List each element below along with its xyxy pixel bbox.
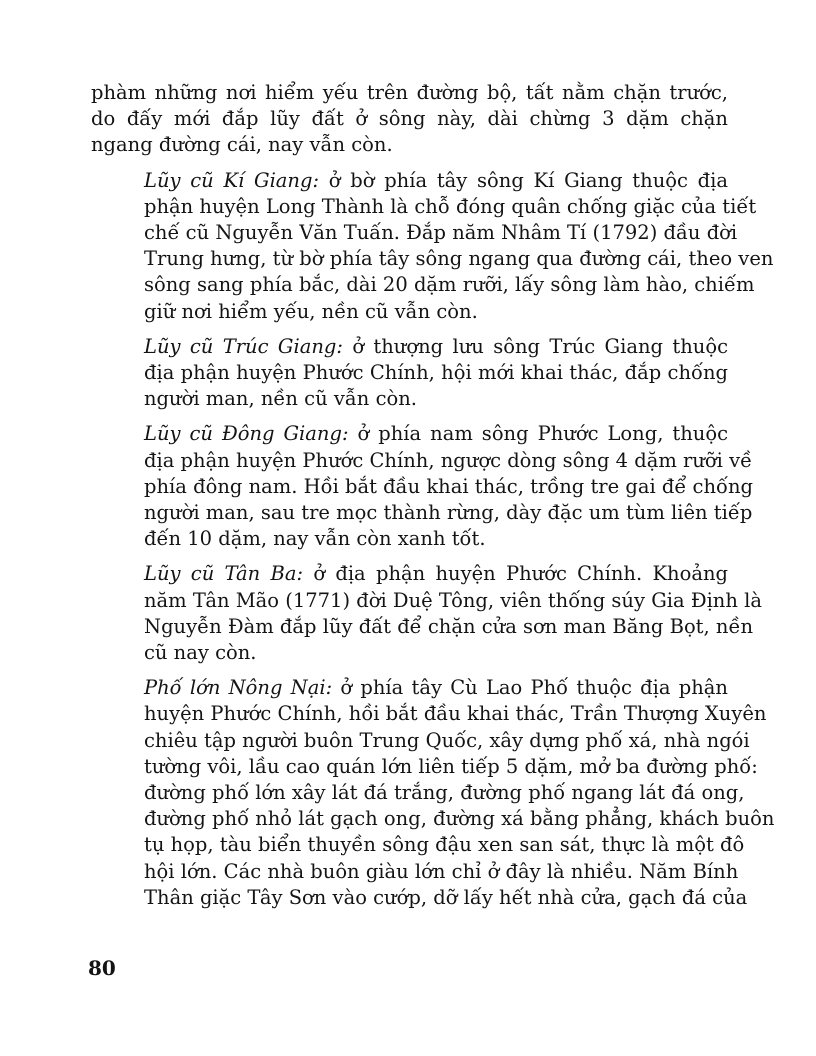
entry-title: Lũy cũ Đông Giang: (144, 422, 349, 446)
text-line: do đấy mới đắp lũy đất ở sông này, dài chừng 3 dặm chặn (91, 107, 728, 131)
entry-title: Lũy cũ Trúc Giang: (144, 334, 343, 358)
text-line: Thân giặc Tây Sơn vào cướp, dỡ lấy hết nhà cửa, gạch đá của (144, 885, 748, 909)
text-line: người man, sau tre mọc thành rừng, dày đặc um tùm liên tiếp (144, 501, 753, 525)
text-line: đường phố lớn xây lát đá trắng, đường phố ngang lát đá ong, (144, 781, 745, 805)
text-run: ở bờ phía tây sông Kí Giang thuộc địa (319, 168, 728, 192)
text-line: năm Tân Mão (1771) đời Duệ Tông, viên thống súy Gia Định là (144, 588, 762, 612)
paragraph-luy-cu-ki-giang (91, 168, 774, 325)
page-number: 80 (88, 956, 116, 980)
text-line: đến 10 dặm, nay vẫn còn xanh tốt. (144, 527, 486, 551)
paragraph-luy-cu-truc-giang (91, 334, 728, 413)
text-run: ở địa phận huyện Phước Chính. Khoảng (303, 562, 728, 586)
text-line: chiêu tập người buôn Trung Quốc, xây dựng phố xá, nhà ngói (144, 728, 750, 752)
paragraph-continued (91, 80, 728, 159)
text-line: địa phận huyện Phước Chính, ngược dòng sông 4 dặm rưỡi về (144, 448, 753, 472)
text-line: huyện Phước Chính, hồi bắt đầu khai thác, Trần Thượng Xuyên (144, 702, 767, 726)
text-line: giữ nơi hiểm yếu, nền cũ vẫn còn. (144, 299, 478, 323)
text-line: hội lớn. Các nhà buôn giàu lớn chỉ ở đây là nhiều. Năm Bính (144, 859, 739, 883)
text-run: ở thượng lưu sông Trúc Giang thuộc (342, 334, 728, 358)
text-line: phàm những nơi hiểm yếu trên đường bộ, tất nằm chặn trước, (91, 81, 728, 104)
text-line (91, 334, 728, 360)
text-line (91, 561, 728, 587)
text-line: Trung hưng, từ bờ phía tây sông ngang qua đường cái, theo ven (144, 247, 774, 271)
text-line: đường phố nhỏ lát gạch ong, đường xá bằng phẳng, khách buôn (144, 807, 775, 831)
body-text (91, 80, 775, 920)
text-line: chế cũ Nguyễn Văn Tuấn. Đắp năm Nhâm Tí (1792) đầu đời (144, 221, 738, 245)
text-run: ở phía nam sông Phước Long, thuộc (348, 422, 729, 446)
paragraph-luy-cu-dong-giang (91, 421, 754, 552)
entry-title: Phố lớn Nông Nại: (144, 676, 333, 700)
entry-title: Lũy cũ Kí Giang: (144, 168, 320, 192)
entry-title: Lũy cũ Tân Ba: (144, 562, 304, 586)
text-line: tường vôi, lầu cao quán lớn liên tiếp 5 dặm, mở ba đường phố: (144, 754, 758, 778)
text-line (91, 675, 728, 701)
paragraph-luy-cu-tan-ba (91, 561, 762, 666)
text-line (91, 421, 728, 447)
text-line: địa phận huyện Phước Chính, hội mới khai thác, đắp chống (144, 361, 728, 385)
text-line: Nguyễn Đàm đắp lũy đất để chặn cửa sơn man Băng Bọt, nền (144, 614, 754, 638)
text-line: cũ nay còn. (144, 641, 257, 665)
text-line: phía đông nam. Hồi bắt đầu khai thác, trồng tre gai để chống (144, 474, 754, 498)
text-line: phận huyện Long Thành là chỗ đóng quân chống giặc của tiết (144, 194, 757, 218)
text-line (91, 168, 728, 194)
text-line: người man, nền cũ vẫn còn. (144, 387, 417, 411)
text-line: tụ họp, tàu biển thuyền sông đậu xen san sát, thực là một đô (144, 833, 745, 857)
text-line: ngang đường cái, nay vẫn còn. (91, 133, 393, 157)
text-line: sông sang phía bắc, dài 20 dặm rưỡi, lấy sông làm hào, chiếm (144, 273, 755, 297)
paragraph-pho-lon-nong-nai (91, 675, 775, 911)
text-run: ở phía tây Cù Lao Phố thuộc địa phận (332, 676, 728, 700)
